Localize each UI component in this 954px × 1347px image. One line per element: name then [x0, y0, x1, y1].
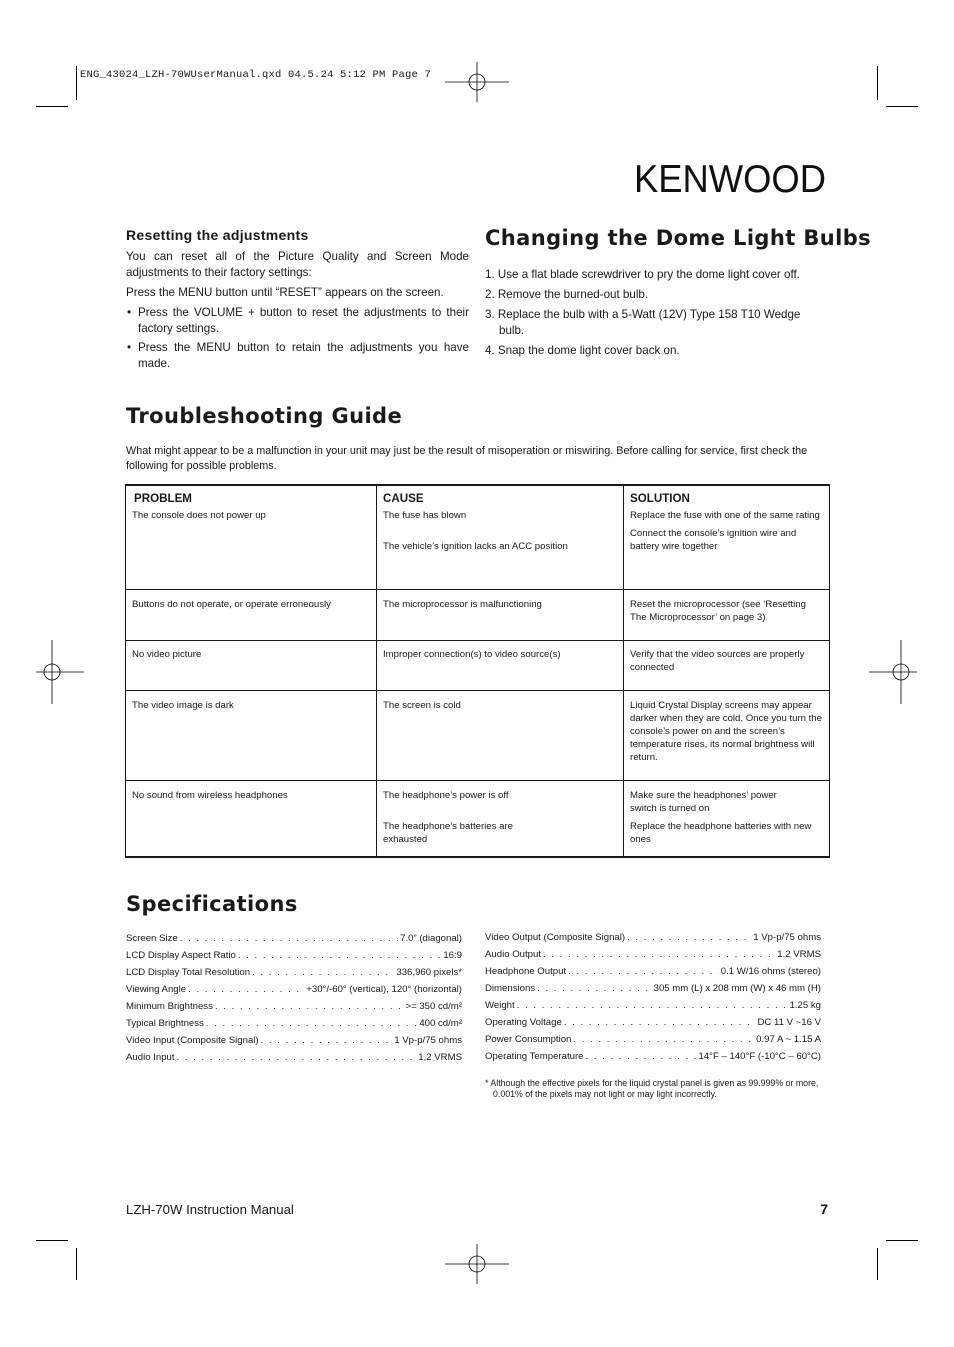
spec-value: 0.1 W/16 ohms (stereo) [720, 966, 821, 977]
spec-value: 16:9 [443, 950, 462, 961]
spec-label: Audio Output [485, 949, 542, 960]
spec-row [126, 947, 462, 964]
bullet-item: • Press the MENU button to retain the adjustments you have made. [126, 340, 469, 372]
solution-cell: Verify that the video sources are properly connected [624, 640, 830, 690]
solution-cell: Liquid Crystal Display screens may appear darker when they are cold. Once you turn the console’s power on and the screen’s temperature rises, its normal brightness will return. [624, 690, 830, 780]
problem-cell: No video picture [126, 640, 377, 690]
resetting-heading: Resetting the adjustments [126, 227, 309, 243]
spec-label: Operating Temperature [485, 1051, 584, 1062]
spec-label: Power Consumption [485, 1034, 572, 1045]
cause-cell: The screen is cold [377, 690, 624, 780]
resetting-para: You can reset all of the Picture Quality and Screen Mode adjustments to their factory settings: [126, 250, 469, 279]
dome-steps [485, 267, 828, 363]
spec-row [485, 1031, 821, 1048]
spec-row [485, 963, 821, 980]
spec-value: 14°F – 140°F (-10°C – 60°C) [698, 1051, 821, 1062]
leader-dots [177, 1049, 417, 1066]
kenwood-logo [634, 158, 828, 198]
crop-mark [76, 66, 77, 100]
solution-text: Make sure the headphones’ power switch is turned on [630, 789, 777, 814]
svg-text:KENWOOD: KENWOOD [634, 158, 826, 198]
spec-label: Operating Voltage [485, 1017, 562, 1028]
spec-row [126, 981, 462, 998]
leader-dots [188, 981, 304, 998]
spec-label: Minimum Brightness [126, 1001, 213, 1012]
column-header-problem: PROBLEM [126, 485, 377, 509]
cause-cell: The microprocessor is malfunctioning [377, 589, 624, 640]
crop-mark [877, 66, 878, 100]
crop-mark [886, 1240, 918, 1241]
spec-label: Audio Input [126, 1052, 175, 1063]
cause-text: The fuse has blown [383, 510, 467, 521]
table-row [126, 690, 830, 780]
leader-dots [537, 980, 652, 997]
spec-label: Video Output (Composite Signal) [485, 932, 626, 943]
leader-dots [573, 1031, 754, 1048]
leader-dots [261, 1032, 393, 1049]
step-item: 4. Snap the dome light cover back on. [485, 344, 680, 357]
spec-label: Dimensions [485, 983, 536, 994]
file-slug: ENG_43024_LZH-70WUserManual.qxd 04.5.24 5:12 PM Page 7 [80, 69, 432, 81]
solution-text: Replace the fuse with one of the same rating [630, 510, 820, 521]
dome-heading: Changing the Dome Light Bulbs [485, 226, 872, 250]
spec-value: 1,2 VRMS [418, 1052, 462, 1063]
spec-row [126, 1032, 462, 1049]
manual-title: LZH-70W Instruction Manual [126, 1202, 294, 1217]
spec-label: Typical Brightness [126, 1018, 204, 1029]
registration-mark-icon [445, 50, 509, 114]
spec-row [126, 998, 462, 1015]
cause-cell [377, 780, 624, 857]
spec-label: Viewing Angle [126, 984, 187, 995]
table-header-row [126, 485, 830, 509]
spec-row [485, 997, 821, 1014]
spec-label: LCD Display Aspect Ratio [126, 950, 236, 961]
specs-right-column [485, 929, 821, 1065]
spec-row [126, 930, 462, 947]
leader-dots [180, 930, 398, 947]
spec-value: 1.2 VRMS [777, 949, 821, 960]
cause-cell [377, 509, 624, 589]
spec-label: Weight [485, 1000, 515, 1011]
leader-dots [564, 1014, 756, 1031]
crop-mark [886, 106, 918, 107]
crop-mark [36, 1240, 68, 1241]
leader-dots [517, 997, 788, 1014]
spec-label: LCD Display Total Resolution [126, 967, 251, 978]
resetting-bullets [126, 305, 469, 372]
spec-value: DC 11 V ~16 V [757, 1017, 821, 1028]
spec-value: 1 Vp-p/75 ohms [394, 1035, 462, 1046]
registration-mark-icon [869, 640, 933, 704]
spec-row [485, 946, 821, 963]
cause-text: The headphone’s power is off [383, 789, 509, 801]
troubleshooting-intro: What might appear to be a malfunction in your unit may just be the result of misoperation or miswiring. Before calling for service, first check the following for possible problems. [126, 445, 808, 472]
spec-label: Video Input (Composite Signal) [126, 1035, 259, 1046]
spec-row [126, 1015, 462, 1032]
leader-dots [206, 1015, 417, 1032]
step-item: 3. Replace the bulb with a 5-Watt (12V) Type 158 T10 Wedge bulb. [485, 308, 801, 337]
resetting-section [126, 249, 469, 375]
registration-mark-icon [20, 640, 84, 704]
spec-value: +30°/-60° (vertical), 120° (horizontal) [306, 984, 462, 995]
leader-dots [543, 946, 775, 963]
specs-footnote: * Although the effective pixels for the liquid crystal panel is given as 99.999% or more, 0.001% of the pixels may not light or may light incorrectly. [485, 1078, 819, 1099]
leader-dots [568, 963, 719, 980]
spec-row [126, 964, 462, 981]
solution-cell [624, 509, 830, 589]
problem-cell: No sound from wireless headphones [126, 780, 377, 857]
problem-cell: Buttons do not operate, or operate erroneously [126, 589, 377, 640]
cause-cell: Improper connection(s) to video source(s) [377, 640, 624, 690]
solution-text: Connect the console’s ignition wire and battery wire together [630, 528, 797, 552]
solution-cell [624, 780, 830, 857]
spec-value: 1.25 kg [789, 1000, 821, 1011]
problem-cell: The video image is dark [126, 690, 377, 780]
leader-dots [238, 947, 441, 964]
table-row [126, 780, 830, 857]
troubleshooting-table [125, 484, 830, 858]
solution-text: Replace the headphone batteries with new ones [630, 820, 812, 845]
spec-label: Headphone Output [485, 966, 567, 977]
leader-dots [627, 929, 751, 946]
bullet-item: • Press the VOLUME + button to reset the adjustments to their factory settings. [126, 305, 469, 337]
crop-mark [877, 1248, 878, 1280]
specs-left-column [126, 930, 462, 1066]
specifications-heading: Specifications [126, 892, 298, 916]
page-number: 7 [820, 1201, 828, 1217]
crop-mark [36, 106, 68, 107]
registration-mark-icon [445, 1232, 509, 1296]
spec-value: 336,960 pixels* [396, 967, 462, 978]
table-row [126, 509, 830, 589]
leader-dots [252, 964, 394, 981]
leader-dots [585, 1048, 696, 1065]
cause-text: The vehicle’s ignition lacks an ACC position [383, 541, 568, 552]
crop-mark [76, 1248, 77, 1280]
step-item: 1. Use a flat blade screwdriver to pry the dome light cover off. [485, 268, 800, 281]
spec-row [485, 929, 821, 946]
table-row [126, 589, 830, 640]
spec-value: 305 mm (L) x 208 mm (W) x 46 mm (H) [653, 983, 821, 994]
spec-value: 7.0” (diagonal) [400, 933, 462, 944]
spec-row [485, 1014, 821, 1031]
problem-cell: The console does not power up [126, 509, 377, 589]
resetting-para: Press the MENU button until “RESET” appears on the screen. [126, 286, 444, 299]
column-header-solution: SOLUTION [624, 485, 830, 509]
spec-value: 400 cd/m² [419, 1018, 462, 1029]
spec-row [126, 1049, 462, 1066]
solution-cell: Reset the microprocessor (see ‘Resetting The Microprocessor’ on page 3) [624, 589, 830, 640]
spec-value: >= 350 cd/m² [405, 1001, 462, 1012]
troubleshooting-heading: Troubleshooting Guide [126, 404, 403, 428]
spec-label: Screen Size [126, 933, 178, 944]
leader-dots [215, 998, 404, 1015]
spec-row [485, 1048, 821, 1065]
table-row [126, 640, 830, 690]
spec-value: 0.97 A ~ 1.15 A [756, 1034, 821, 1045]
spec-value: 1 Vp-p/75 ohms [753, 932, 821, 943]
step-item: 2. Remove the burned-out bulb. [485, 288, 649, 301]
column-header-cause: CAUSE [377, 485, 624, 509]
spec-row [485, 980, 821, 997]
cause-text: The headphone’s batteries are exhausted [383, 820, 513, 845]
